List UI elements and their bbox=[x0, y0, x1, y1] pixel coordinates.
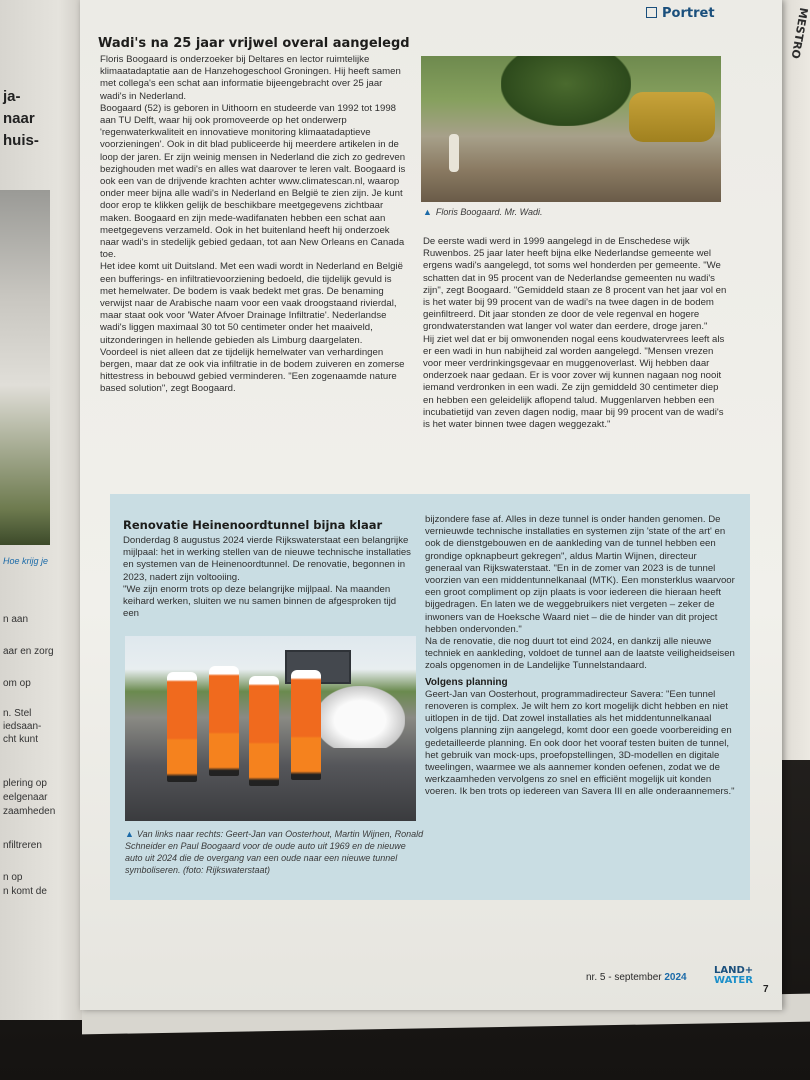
left-page-text-fragment: n op bbox=[3, 872, 23, 883]
box-column-1 bbox=[123, 535, 413, 620]
left-page-text-fragment: n komt de bbox=[3, 886, 47, 897]
tunnel-photo bbox=[125, 636, 416, 821]
paragraph: De eerste wadi werd in 1999 aangelegd in de Enschedese wijk Ruwenbos. 25 jaar later heeft bijna elke Nederlandse gemeente wel ergens wadi's aangelegd, tot soms wel honderden per gemeente. "We schatten dat in 95 procent van de Nederlandse gemeenten nu wadi's zijn", zegt Boogaard. "Gemiddeld staan ze 8 procent van het jaar vol en is het water bij 99 procent van de wadi's na twee dagen in de bodem geinfiltreerd. Dit jaar stonden ze door de vele regenval en hogere grondwaterstanden wat langer vol water dan eerdere, droge jaren." bbox=[423, 236, 727, 333]
paragraph: Donderdag 8 augustus 2024 vierde Rijkswaterstaat een belangrijke mijlpaal: het in werking stellen van de nieuwe technische installaties en systemen van de Heinenoordtunnel. De renovatie, begonnen in 2023, nadert zijn voltooiing. bbox=[123, 535, 411, 583]
photo-person bbox=[209, 666, 239, 776]
left-page-text-fragment: n aan bbox=[3, 614, 29, 625]
photo-trees bbox=[501, 56, 631, 126]
left-page-text-fragment: n. Stel bbox=[3, 708, 32, 719]
wadi-photo bbox=[421, 56, 721, 202]
issue-year: 2024 bbox=[664, 972, 687, 983]
paragraph: Floris Boogaard is onderzoeker bij Deltares en lector ruimtelijke klimaatadaptatie aan de Hanzehogeschool Groningen. Hij heeft samen met collega's een schat aan informatie bijeengebracht over 25 jaar wadi's in Nederland. bbox=[100, 54, 401, 102]
paragraph: Boogaard (52) is geboren in Uithoorn en studeerde van 1992 tot 1998 aan TU Delft, waar hij ook promoveerde op het onderwerp 'regenwaterkwaliteit en innovatieve monitoring klimaatadaptieve voorzieningen'. Ook in dit blad publiceerde hij meerdere artikelen in de loop der jaren. Er zijn weinig mensen in Nederland die zich zo gedreven bezighouden met wadi's en alles wat daarover te leren valt. Boogaard is ook een van de drijvende krachten achter www.climatescan.nl, waarop onder meer bijna alle wadi's in Nederland en België te zien zijn. Je kunt door erop te klikken gelijk de beschikbare meetgegevens zichtbaar maken. Boogaard en zijn mede-wadifanaten hebben een schat aan meetgegevens verzameld. Ook in het buitenland heeft hij onderzoek naar wadi's in stedelijk gebied gedaan, tot aan New Orleans en Canada toe. bbox=[100, 102, 406, 261]
left-page-heading-fragment: naar bbox=[3, 110, 35, 127]
adjacent-magazine-text: MESTRO bbox=[788, 6, 810, 60]
section-tag-label: Portret bbox=[662, 6, 715, 21]
article-column-2 bbox=[423, 236, 728, 431]
paragraph: Voordeel is niet alleen dat ze tijdelijk hemelwater van verhardingen bergen, maar dat ze ook via infiltratie in de bodem zuiveren en zomerse hittestress in bebouwd gebied verminderen. "Een zogenaamde nature based solution", zegt Boogaard. bbox=[100, 346, 405, 395]
photo-caption bbox=[423, 207, 542, 217]
paragraph: Na de renovatie, die nog duurt tot eind 2024, en dankzij alle nieuwe techniek en aankleding, voldoet de tunnel aan de laatste veiligheidseisen zoals opgenomen in de Landelijke Tunnelstandaard. bbox=[425, 636, 735, 672]
left-page-text-fragment: nfiltreren bbox=[3, 840, 42, 851]
box-article-title: Renovatie Heinenoordtunnel bijna klaar bbox=[123, 518, 383, 532]
left-page-text-fragment: iedsaan- bbox=[3, 721, 42, 732]
paragraph: Geert-Jan van Oosterhout, programmadirecteur Savera: "Een tunnel renoveren is complex. Je wilt hem zo kort mogelijk dicht hebben en niet uitlopen in de tijd. Dat zowel installaties als het middentunnelkanaal volgens planning zijn aangelegd, komt door een goede voorbereiding en gedetailleerde planning. En ook door het vooraf testen buiten de tunnel, het gebruik van mock-ups, proefopstellingen, 3D-modellen en digitale tweelingen, waarmee we als aannemer konden oefenen, zodat we de werkzaamheden vervolgens zo snel en efficiënt mogelijk uit konden voeren. Ik ben trots op iedereen van Savera III en alle onderaannemers." bbox=[425, 688, 735, 798]
left-page-caption: Hoe krijg je bbox=[3, 556, 49, 566]
left-page-text-fragment: eelgenaar bbox=[3, 792, 48, 803]
left-page-text-fragment: aar en zorg bbox=[3, 646, 54, 657]
photo-person bbox=[449, 134, 459, 172]
magazine-logo bbox=[714, 966, 753, 986]
left-page-heading-fragment: ja- bbox=[3, 88, 21, 105]
checkbox-icon bbox=[646, 7, 657, 18]
paragraph: "We zijn enorm trots op deze belangrijke mijlpaal. Na maanden keihard werken, sluiten we nu samen binnen de afgesproken tijd een bbox=[123, 583, 397, 620]
left-page-text-fragment: zaamheden bbox=[3, 806, 56, 817]
logo-bottom: WATER bbox=[714, 975, 753, 986]
triangle-icon: ▲ bbox=[125, 829, 134, 839]
photo-caption-text: Floris Boogaard. Mr. Wadi. bbox=[435, 207, 543, 217]
paragraph: bijzondere fase af. Alles in deze tunnel is onder handen genomen. De vernieuwde technische installaties en systemen zijn 'state of the art' en ook de dienstgebouwen en de aankleding van de tunnel hebben een grondige opknapbeurt gekregen", aldus Martin Wijnen, directeur generaal van Rijkswaterstaat. "En in de zomer van 2023 is de tunnel voorzien van een middentunnelkanaal (MTK). Een monsterklus waarvoor een groot compliment op zijn plaats is voor iedereen die hieraan heeft bijgedragen. En laten we de weggebruikers niet vergeten – zeker de inwoners van de Hoeksche Waard niet – die de hinder van dit project hebben ondervonden." bbox=[425, 514, 735, 635]
photo-car bbox=[315, 686, 405, 748]
tunnel-photo-caption-text: Van links naar rechts: Geert-Jan van Oosterhout, Martin Wijnen, Ronald Schneider en Paul Boogaard voor de oude auto uit 1969 en de nieuwe auto uit 2024 die de overgang van een oude naar een nieuwe tunnel symboliseren. (foto: Rijkswaterstaat) bbox=[125, 829, 424, 875]
issue-label: nr. 5 - september bbox=[586, 972, 662, 983]
left-page-heading-fragment: huis- bbox=[3, 132, 39, 149]
triangle-icon: ▲ bbox=[423, 207, 432, 217]
paragraph: Het idee komt uit Duitsland. Met een wadi wordt in Nederland en België een bufferings- en infiltratievoorziening bedoeld, die tijdelijk gevuld is met hemelwater. De bodem is vaak bedekt met gras. De benaming verwijst naar de Arabische naam voor een vaak droogstaand rivierdal, maar staat ook voor 'Water Afvoer Drainage Infiltratie'. Nederlandse wadi's liggen maximaal 30 tot 50 centimeter onder het maaiveld, uitzonderingen in hellende gebieden als Limburg daargelaten. bbox=[100, 261, 403, 346]
tunnel-photo-caption bbox=[125, 828, 425, 876]
paragraph: Hij ziet wel dat er bij omwonenden nogal eens koudwatervrees leeft als er een wadi in hun nabijheid zal worden aangelegd. "Mensen vrezen voor meer verdrinkingsgevaar en muggenoverlast. Wij hebben daar onderzoek naar gedaan. Er is voor zover wij kunnen nagaan nog nooit iemand verdronken in een wadi. Ze zijn gemiddeld 30 centimeter diep en hebben een geleidelijk aflopend talud. Muggenlarven hebben een incubatietijd van zeven dagen nodig, maar bij 99 procent van de wadi's is het water binnen twee dagen weggezakt." bbox=[423, 333, 725, 431]
article-column-1 bbox=[100, 54, 410, 396]
box-subheading: Volgens planning bbox=[425, 676, 508, 688]
left-page bbox=[0, 0, 84, 1020]
box-column-2 bbox=[425, 514, 735, 799]
magazine-page bbox=[80, 0, 782, 1010]
photo-person bbox=[167, 672, 197, 782]
left-page-text-fragment: cht kunt bbox=[3, 734, 39, 745]
page-footer bbox=[586, 972, 687, 983]
left-page-photo bbox=[0, 190, 50, 545]
page-number: 7 bbox=[763, 984, 769, 995]
photo-person bbox=[249, 676, 279, 786]
photo-tanker-truck bbox=[629, 92, 715, 142]
left-page-text-fragment: om op bbox=[3, 678, 31, 689]
section-tag bbox=[646, 6, 715, 21]
article-title: Wadi's na 25 jaar vrijwel overal aangelegd bbox=[98, 36, 410, 51]
logo-top: LAND+ bbox=[714, 965, 754, 976]
left-page-text-fragment: plering op bbox=[3, 778, 47, 789]
photo-person bbox=[291, 670, 321, 780]
